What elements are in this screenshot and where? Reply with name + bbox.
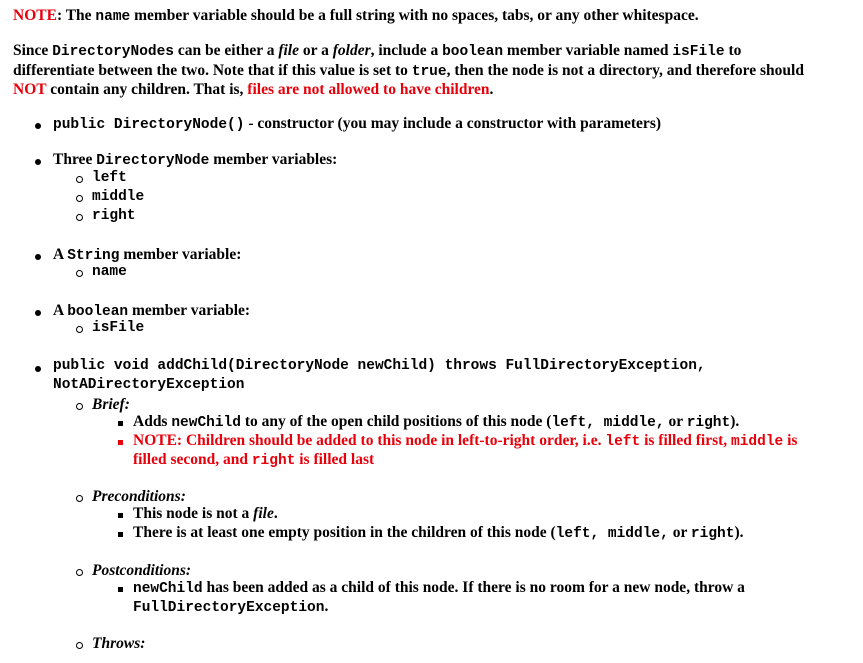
precondition-2: There is at least one empty position in the children of this node (left, middle, or right). (133, 524, 744, 542)
string-var-item: A String member variable: (53, 246, 242, 264)
constructor-item: public DirectoryNode() - constructor (you may include a constructor with parameters) (53, 115, 662, 133)
bullet-circle (76, 495, 83, 502)
brief-heading: Brief: (92, 396, 130, 413)
bullet-circle (76, 270, 83, 277)
bullet-circle (76, 642, 83, 649)
paragraph-line-1: Since DirectoryNodes can be either a file or a folder, include a boolean member variable named isFile to (13, 42, 742, 60)
bullet-square (118, 440, 123, 445)
postconditions-heading: Postconditions: (92, 562, 192, 579)
bullet-circle (76, 326, 83, 333)
bullet-square (118, 532, 123, 537)
var-right: right (92, 208, 136, 224)
paragraph-line-2: differentiate between the two. Note that if this value is set to true, then the node is not a directory, and therefore should (13, 62, 804, 80)
var-isfile: isFile (92, 320, 145, 336)
var-name: name (92, 264, 127, 280)
bullet-square (118, 513, 123, 518)
brief-item-2-line-1: NOTE: Children should be added to this node in left-to-right order, i.e. left is filled first, middle is (133, 432, 798, 450)
var-left: left (92, 170, 127, 186)
throws-heading: Throws: (92, 635, 146, 652)
bullet-disc (35, 254, 41, 260)
note-line: NOTE: The name member variable should be a full string with no spaces, tabs, or any other whitespace. (13, 7, 699, 25)
bullet-circle (76, 403, 83, 410)
bullet-circle (76, 176, 83, 183)
preconditions-heading: Preconditions: (92, 488, 186, 505)
paragraph-line-3: NOT contain any children. That is, files are not allowed to have children. (13, 81, 494, 98)
note-label: NOTE (13, 7, 57, 24)
bullet-circle (76, 195, 83, 202)
postcondition-1-line-1: newChild has been added as a child of this node. If there is no room for a new node, throw a (133, 579, 745, 597)
bullet-disc (35, 159, 41, 165)
bullet-disc (35, 366, 41, 372)
boolean-var-item: A boolean member variable: (53, 302, 251, 320)
bullet-circle (76, 569, 83, 576)
bullet-circle (76, 214, 83, 221)
addchild-signature-2: NotADirectoryException (53, 377, 245, 393)
bullet-square (118, 587, 123, 592)
brief-item-2-line-2: filled second, and right is filled last (133, 451, 375, 469)
three-vars-item: Three DirectoryNode member variables: (53, 151, 338, 169)
var-middle: middle (92, 189, 145, 205)
brief-item-1: Adds newChild to any of the open child positions of this node (left, middle, or right). (133, 413, 740, 431)
postcondition-1-line-2: FullDirectoryException. (133, 598, 329, 616)
bullet-square (118, 421, 123, 426)
bullet-disc (35, 310, 41, 316)
precondition-1: This node is not a file. (133, 505, 278, 522)
bullet-disc (35, 123, 41, 129)
addchild-signature-1: public void addChild(DirectoryNode newChild) throws FullDirectoryException, (53, 358, 706, 374)
